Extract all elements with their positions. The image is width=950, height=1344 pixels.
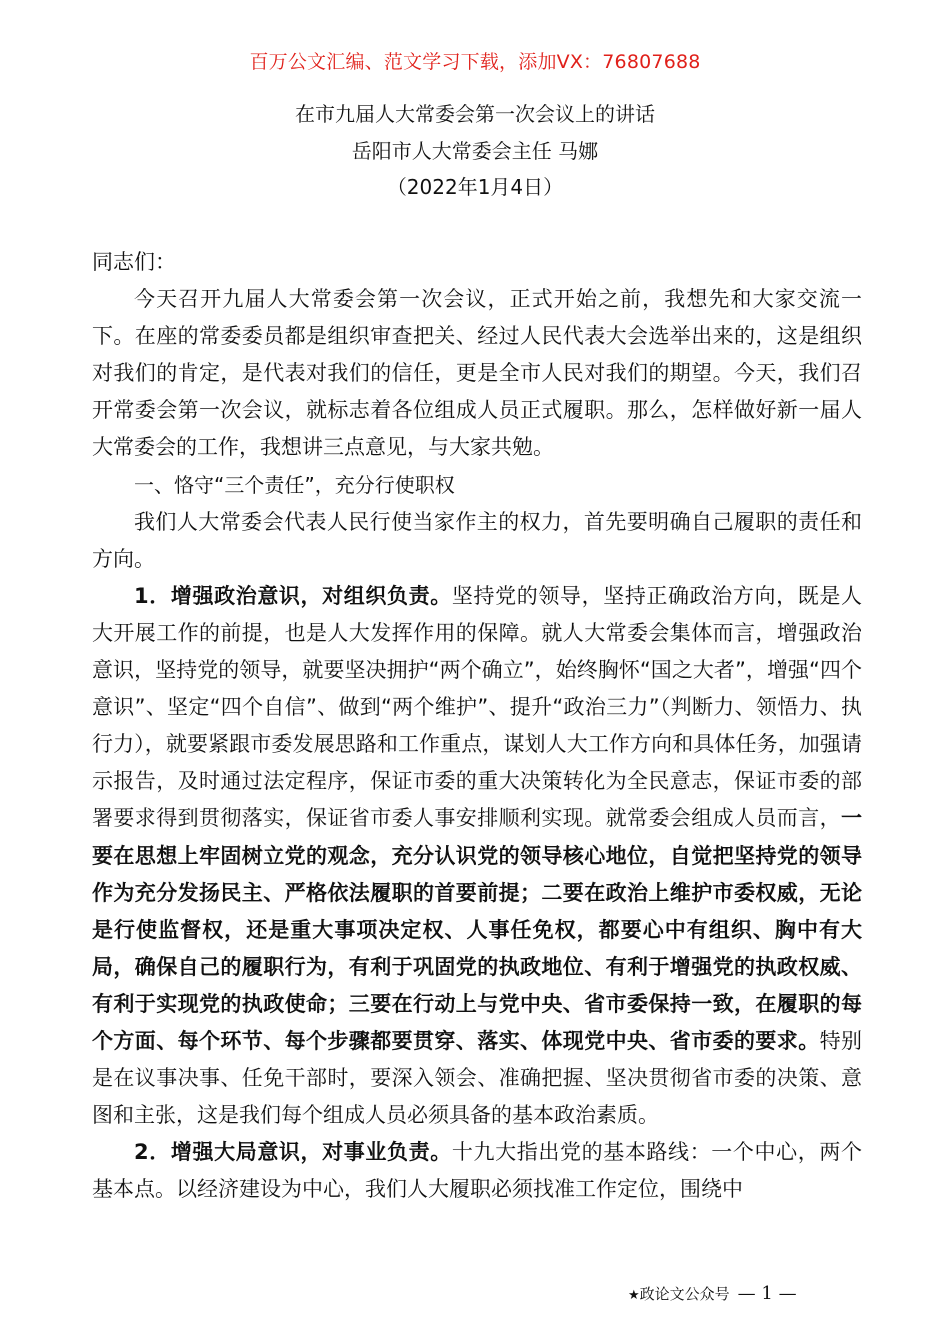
section-heading-1: 一、恪守“三个责任”，充分行使职权 — [134, 472, 455, 497]
watermark-banner: 百万公文汇编、范文学习下载，添加VX：76807688 — [249, 51, 701, 73]
point-1-emphasis: 一要在思想上牢固树立党的观念，充分认识党的领导核心地位，自觉把坚持党的领导作为充分发扬民主、严格依法履职的首要前提；二要在政治上维护市委权威，无论是行使监督权，还是重大事项决定权、人事任免权，都要心中有组织、胸中有大局，确保自己的履职行为，有利于巩固党的执政地位、有利于增强党的执政权威、有利于实现党的执政使命；三要在行动上与党中央、省市委保持一致，在履职的每个方面、每个环节、每个步骤都要贯穿、落实、体现党中央、省市委的要求。 — [92, 806, 862, 1053]
page-footer — [628, 1283, 797, 1304]
point-1-text: 坚持党的领导，坚持正确政治方向，既是人大开展工作的前提，也是人大发挥作用的保障。就人大常委会集体而言，增强政治意识，坚持党的领导，就要坚决拥护“两个确立”，始终胸怀“国之大者”，增强“四个意识”、坚定“四个自信”、做到“两个维护”、提升“政治三力”（判断力、领悟力、执行力），就要紧跟市委发展思路和工作重点，谋划人大工作方向和具体任务，加强请示报告，及时通过法定程序，保证市委的重大决策转化为全民意志，保证市委的部署要求得到贯彻落实，保证省市委人事安排顺利实现。就常委会组成人员而言， — [92, 583, 862, 831]
speech-date: （2022年1月4日） — [386, 175, 564, 199]
point-1-tail: 特别是在议事决事、任免干部时，要深入领会、准确把握、坚决贯彻省市委的决策、意图和主张，这是我们每个组成人员必须具备的基本政治素质。 — [92, 1028, 863, 1128]
page-number: — 1 — — [737, 1283, 797, 1304]
paragraph-overall-awareness — [92, 1134, 862, 1208]
paragraph-intro: 今天召开九届人大常委会第一次会议，正式开始之前，我想先和大家交流一下。在座的常委委员都是组织审查把关、经过人民代表大会选举出来的，这是组织对我们的肯定，是代表对我们的信任，更是全市人民对我们的期望。今天，我们召开常委会第一次会议，就标志着各位组成人员正式履职。那么，怎样做好新一届人大常委会的工作，我想讲三点意见，与大家共勉。 — [92, 287, 862, 460]
point-2-heading: 2．增强大局意识，对事业负责。 — [134, 1140, 452, 1165]
speech-author: 岳阳市人大常委会主任 马娜 — [351, 139, 599, 163]
footer-source: 政论文公众号 — [639, 1285, 730, 1303]
point-2-text: 十九大指出党的基本路线：一个中心，两个基本点。以经济建设为中心，我们人大履职必须找准工作定位，围绕中 — [92, 1140, 862, 1202]
speech-body — [92, 244, 862, 1208]
paragraph-responsibility: 我们人大常委会代表人民行使当家作主的权力，首先要明确自己履职的责任和方向。 — [92, 509, 862, 571]
speech-title: 在市九届人大常委会第一次会议上的讲话 — [295, 102, 655, 126]
salutation: 同志们： — [92, 250, 176, 274]
star-icon: ★ — [628, 1288, 640, 1303]
paragraph-political-awareness — [92, 578, 862, 1134]
point-1-heading: 1．增强政治意识，对组织负责。 — [134, 583, 452, 608]
